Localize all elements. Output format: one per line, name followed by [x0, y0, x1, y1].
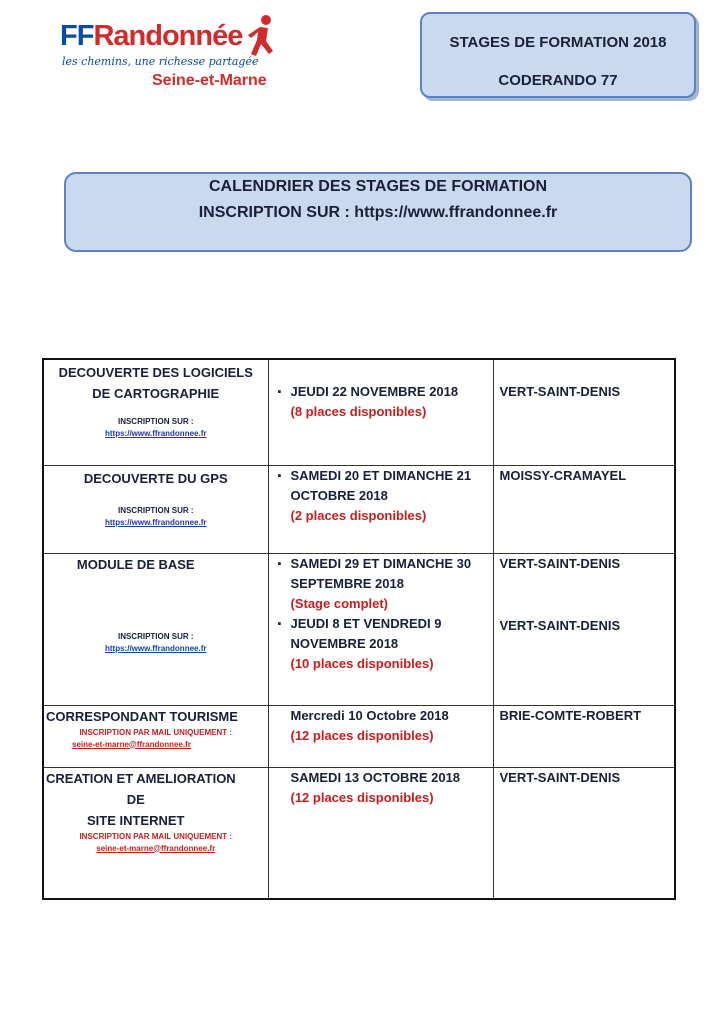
- inscription-link[interactable]: https://www.ffrandonnee.fr: [105, 429, 207, 438]
- bullet-icon: ▪: [277, 469, 282, 482]
- location-text: BRIE-COMTE-ROBERT: [499, 707, 642, 723]
- ffrandonnee-logo: [60, 14, 280, 94]
- logo-wordmark: [60, 20, 242, 52]
- location-cell: [493, 465, 675, 553]
- stage-cell: [43, 465, 268, 553]
- stage-title: SITE INTERNET: [86, 812, 185, 828]
- date-text: SEPTEMBRE 2018: [290, 575, 404, 591]
- places-text: (2 places disponibles): [290, 507, 427, 523]
- inscription-label: INSCRIPTION SUR :: [117, 417, 194, 426]
- inscription-link[interactable]: https://www.ffrandonnee.fr: [105, 643, 207, 653]
- location-text: VERT-SAINT-DENIS: [499, 617, 621, 633]
- date-text: SAMEDI 13 OCTOBRE 2018: [290, 769, 461, 785]
- location-cell: [493, 767, 675, 899]
- stage-cell: [43, 359, 268, 465]
- dates-cell: [268, 359, 493, 465]
- location-text: VERT-SAINT-DENIS: [499, 384, 621, 399]
- places-text: (10 places disponibles): [290, 655, 434, 671]
- header-subtitle: CODERANDO 77: [498, 72, 618, 89]
- stage-title: DE: [126, 791, 145, 807]
- calendar-title: CALENDRIER DES STAGES DE FORMATION: [208, 178, 548, 195]
- stage-title: CORRESPONDANT TOURISME: [46, 708, 238, 724]
- calendar-inscription: INSCRIPTION SUR : https://www.ffrandonnee.fr: [198, 204, 558, 221]
- inscription-link[interactable]: https://www.ffrandonnee.fr: [105, 517, 207, 527]
- dates-cell: [268, 767, 493, 899]
- date-text: JEUDI 22 NOVEMBRE 2018: [290, 384, 459, 399]
- calendar-box: [64, 172, 692, 252]
- table-row: [43, 359, 675, 465]
- location-cell: [493, 359, 675, 465]
- header-box: [420, 12, 696, 98]
- header-title: STAGES DE FORMATION 2018: [449, 34, 667, 51]
- date-text: Mercredi 10 Octobre 2018: [290, 707, 449, 723]
- inscription-email[interactable]: seine-et-marne@ffrandonnee.fr: [96, 843, 216, 853]
- inscription-email[interactable]: seine-et-marne@ffrandonnee.fr: [72, 739, 191, 749]
- date-text: JEUDI 8 ET VENDREDI 9: [290, 615, 442, 631]
- inscription-label: INSCRIPTION PAR MAIL UNIQUEMENT :: [79, 727, 233, 737]
- places-text: (Stage complet): [290, 595, 389, 611]
- places-text: (12 places disponibles): [290, 789, 434, 805]
- places-text: (8 places disponibles): [290, 404, 427, 419]
- stage-cell: [43, 705, 268, 767]
- location-text: MOISSY-CRAMAYEL: [499, 467, 627, 483]
- logo-region: Seine-et-Marne: [152, 72, 267, 89]
- location-text: VERT-SAINT-DENIS: [499, 769, 621, 785]
- table-row: [43, 705, 675, 767]
- stage-title: MODULE DE BASE: [76, 556, 195, 572]
- inscription-label: INSCRIPTION PAR MAIL UNIQUEMENT :: [79, 831, 233, 841]
- table-row: [43, 767, 675, 899]
- location-cell: [493, 705, 675, 767]
- inscription-label: INSCRIPTION SUR :: [117, 505, 194, 515]
- date-text: SAMEDI 20 ET DIMANCHE 21: [290, 467, 472, 483]
- date-text: OCTOBRE 2018: [290, 487, 388, 503]
- table-row: [43, 465, 675, 553]
- bullet-icon: ▪: [277, 386, 282, 398]
- inscription-label: INSCRIPTION SUR :: [117, 631, 194, 641]
- stage-title: DECOUVERTE DES LOGICIELS: [58, 365, 253, 380]
- stage-title: DE CARTOGRAPHIE: [92, 386, 220, 401]
- dates-cell: [268, 465, 493, 553]
- dates-cell: [268, 553, 493, 705]
- location-text: VERT-SAINT-DENIS: [499, 555, 621, 571]
- date-text: NOVEMBRE 2018: [290, 635, 399, 651]
- location-cell: [493, 553, 675, 705]
- places-text: (12 places disponibles): [290, 727, 434, 743]
- stages-table: [42, 358, 676, 900]
- logo-ff: FF: [60, 20, 94, 52]
- stage-cell: [43, 553, 268, 705]
- bullet-icon: ▪: [277, 557, 282, 570]
- date-text: SAMEDI 29 ET DIMANCHE 30: [290, 555, 472, 571]
- bullet-icon: ▪: [277, 617, 282, 630]
- dates-cell: [268, 705, 493, 767]
- stage-title: CREATION ET AMELIORATION: [46, 770, 236, 786]
- stage-cell: [43, 767, 268, 899]
- table-row: [43, 553, 675, 705]
- logo-tagline: les chemins, une richesse partagée: [62, 55, 259, 68]
- logo-randonnee: Randonnée: [93, 20, 243, 52]
- stage-title: DECOUVERTE DU GPS: [83, 470, 228, 486]
